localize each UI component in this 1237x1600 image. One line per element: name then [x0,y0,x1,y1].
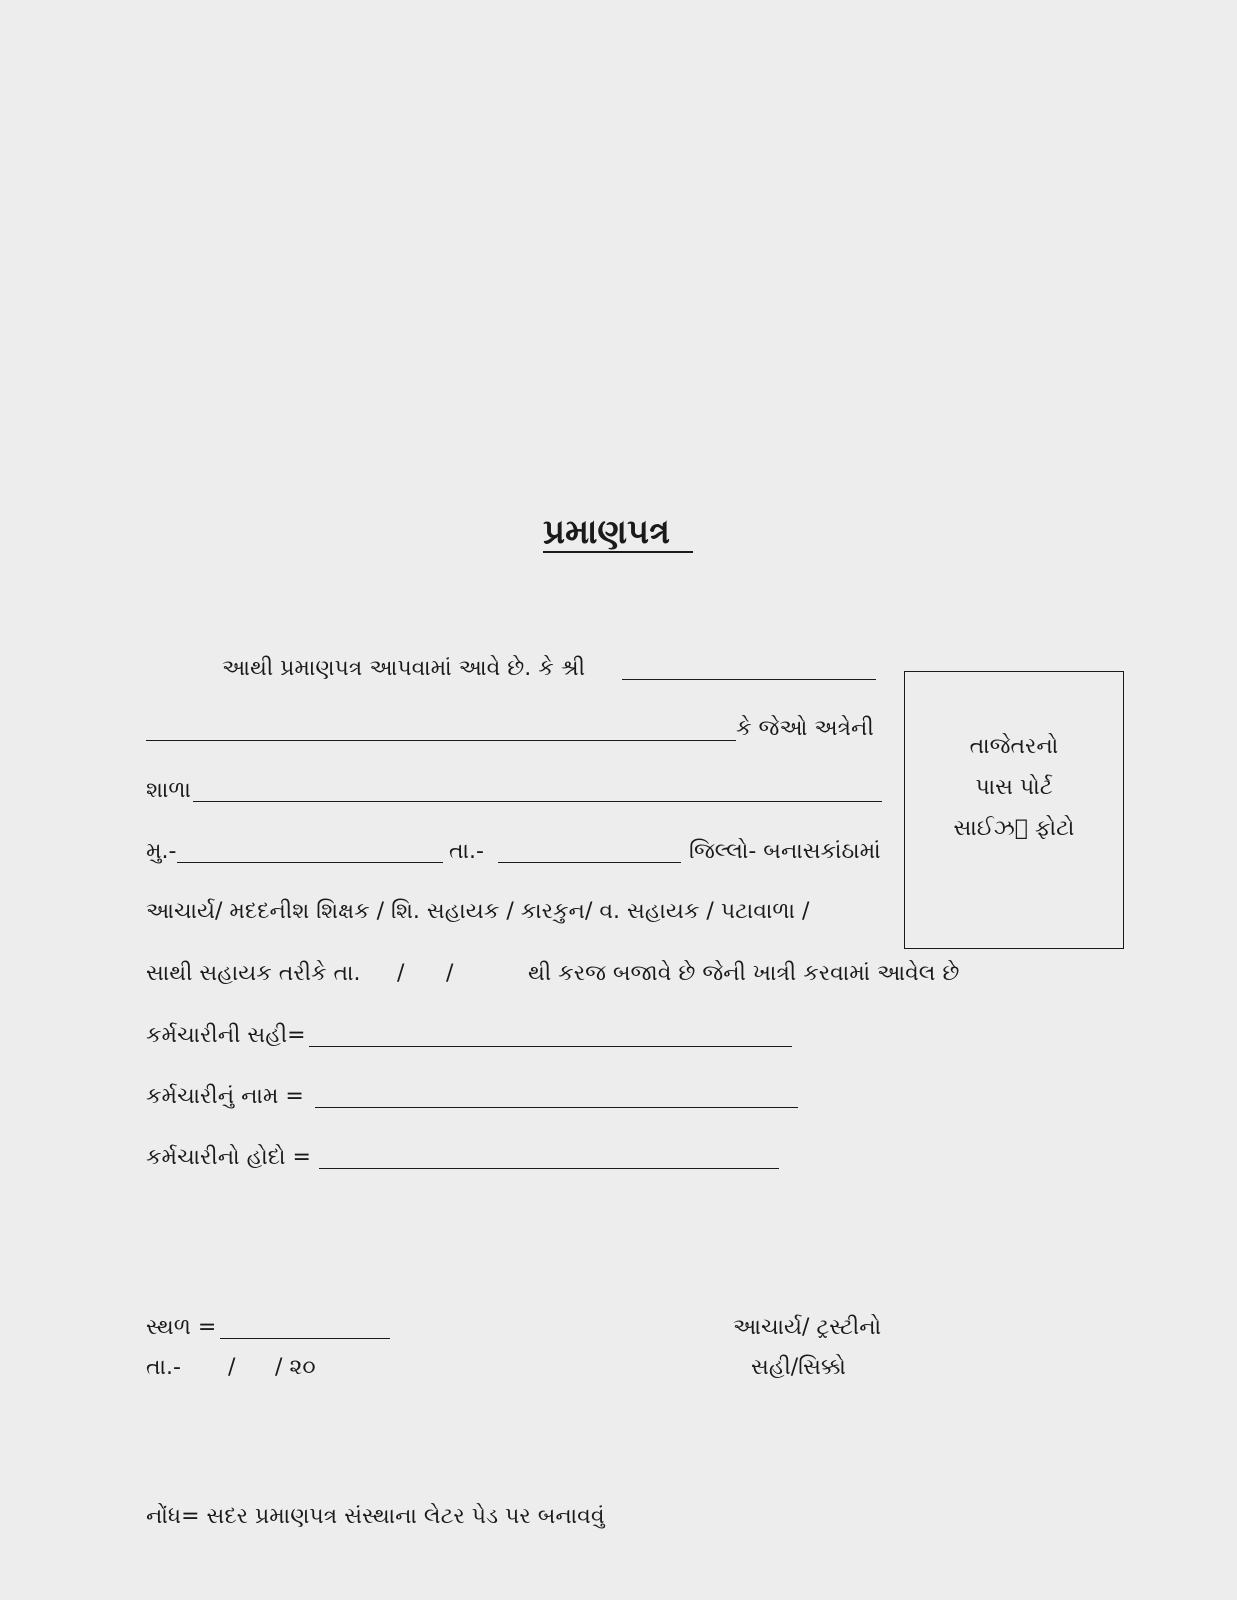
photo-box-line-3: સાઈઝ  ફોટો [953,816,1075,841]
role-date-slash-2: / [446,961,454,986]
name-blank-line [622,679,876,680]
village-blank-line [177,862,443,863]
who-here-text: કે જેઓ અત્રેની [736,716,874,741]
roles-text: આચાર્ય/ મદદનીશ શિક્ષક / શિ. સહાયક / કારકુન/ વ. સહાયક / પટાવાળા / [146,899,810,924]
note-text: નોંધ= સદર પ્રમાણપત્ર સંસ્થાના લેટર પેડ પર બનાવવું [146,1504,605,1529]
village-label: મુ.- [146,839,177,864]
place-blank-line [220,1338,390,1339]
date-label: તા.- [146,1355,181,1380]
school-blank-line [193,801,882,802]
place-label: સ્થળ = [146,1315,217,1340]
taluka-label: તા.- [449,839,484,864]
role-date-label: સાથી સહાયક તરીકે તા. [146,961,361,986]
employee-name-label: કર્મચારીનું નામ = [146,1084,304,1109]
district-text: જિલ્લો- બનાસકાંઠામાં [689,839,881,864]
principal-trustee-label: આચાર્ય/ ટ્રસ્ટીનો [733,1315,882,1340]
photo-box-line-1: તાજેતરનો [969,734,1059,759]
school-label: શાળા [146,778,191,803]
photo-box [904,671,1124,949]
duty-confirmation-text: થી કરજ બજાવે છે જેની ખાત્રી કરવામાં આવેલ છે [528,961,960,986]
photo-box-line-2: પાસ પોર્ટ [975,775,1053,800]
signature-stamp-label: સહી/સિક્કો [751,1355,846,1380]
name-continuation-blank-line [146,740,736,741]
employee-signature-label: કર્મચારીની સહી= [146,1023,306,1048]
page-title: પ્રમાણપત્ર [543,512,671,552]
employee-designation-blank-line [319,1168,779,1169]
taluka-blank-line [498,862,681,863]
date-slash-1: / [228,1355,236,1380]
intro-text: આથી પ્રમાણપત્ર આપવામાં આવે છે. કે શ્રી [222,656,586,681]
date-year-suffix: / ૨૦ [275,1355,316,1380]
title-underline [543,551,693,553]
employee-designation-label: કર્મચારીનો હોદો = [146,1145,311,1170]
employee-signature-blank-line [309,1046,792,1047]
employee-name-blank-line [315,1107,798,1108]
role-date-slash-1: / [397,961,405,986]
